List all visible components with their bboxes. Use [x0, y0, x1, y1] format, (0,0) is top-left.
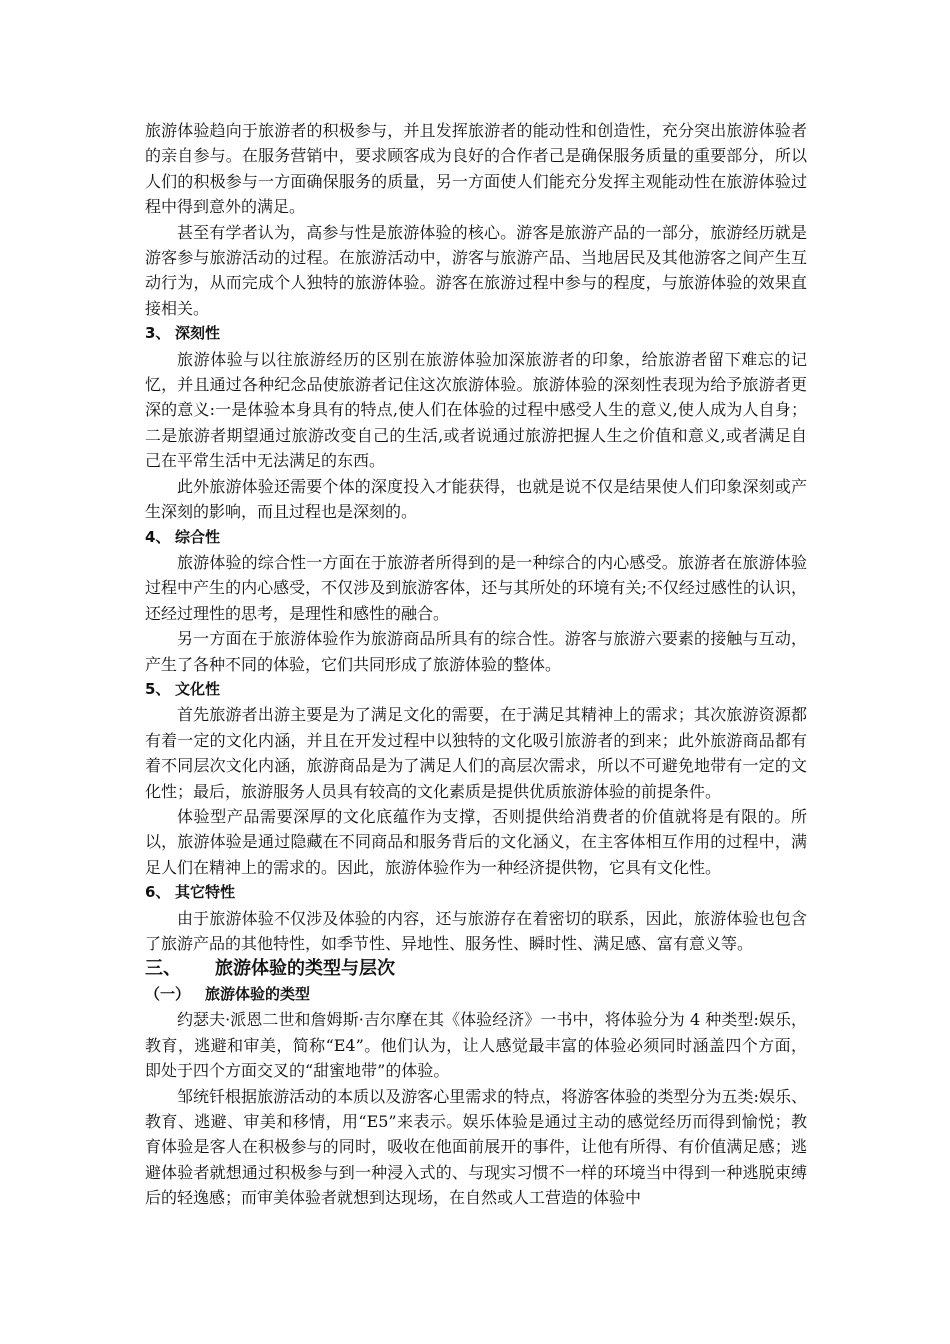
heading-title: 深刻性: [175, 324, 221, 343]
heading-number: 3、: [145, 324, 171, 343]
paragraph-participation-core: 甚至有学者认为，高参与性是旅游体验的核心。游客是旅游产品的一部分，旅游经历就是游客参与旅游活动的过程。在旅游活动中，游客与旅游产品、当地居民及其他游客之间产生互动行为，从而完成个人独特的旅游体验。游客在旅游过程中参与的程度，与旅游体验的效果直接相关。: [145, 222, 807, 318]
subsection-number: （一）: [145, 985, 191, 1004]
subsection-heading-types: [145, 982, 807, 1007]
subsection-title: 旅游体验的类型: [205, 985, 311, 1004]
paragraph-comprehensive-2: 另一方面在于旅游体验作为旅游商品所具有的综合性。游客与旅游六要素的接触与互动，产生了各种不同的体验，它们共同形成了旅游体验的整体。: [145, 629, 807, 674]
paragraph-e4: 约瑟夫·派恩二世和詹姆斯·吉尔摩在其《体验经济》一书中，将体验分为 4 种类型:娱乐，教育，逃避和审美，简称“E4”。他们认为，让人感觉最丰富的体验必须同时涵盖四个方面，即处于四个方面交叉的“甜蜜地带”的体验。: [145, 1010, 807, 1081]
heading-number: 6、: [145, 883, 171, 902]
paragraph-comprehensive-1: 旅游体验的综合性一方面在于旅游者所得到的是一种综合的内心感受。旅游者在旅游体验过程中产生的内心感受，不仅涉及到旅游客体，还与其所处的环境有关;不仅经过感性的认识，还经过理性的思考，是理性和感性的融合。: [145, 552, 807, 623]
section-heading-types-levels: [145, 956, 807, 982]
paragraph-culture-2: 体验型产品需要深厚的文化底蕴作为支撑，否则提供给消费者的价值就将是有限的。所以，旅游体验是通过隐藏在不同商品和服务背后的文化涵义，在主客体相互作用的过程中，满足人们在精神上的需求的。因此，旅游体验作为一种经济提供物，它具有文化性。: [145, 806, 807, 877]
heading-title: 综合性: [175, 527, 221, 546]
heading-title: 其它特性: [175, 883, 236, 902]
heading-number: 4、: [145, 527, 171, 546]
heading-culture: [145, 677, 807, 702]
heading-depth: [145, 321, 807, 346]
paragraph-other-traits: 由于旅游体验不仅涉及体验的内容，还与旅游存在着密切的联系，因此，旅游体验也包含了旅游产品的其他特性，如季节性、异地性、服务性、瞬时性、满足感、富有意义等。: [145, 908, 807, 953]
paragraph-culture-1: 首先旅游者出游主要是为了满足文化的需要，在于满足其精神上的需求；其次旅游资源都有着一定的文化内涵，并且在开发过程中以独特的文化吸引旅游者的到来；此外旅游商品都有着不同层次文化内涵，旅游商品是为了满足人们的高层次需求，所以不可避免地带有一定的文化性；最后，旅游服务人员具有较高的文化素质是提供优质旅游体验的前提条件。: [145, 705, 807, 801]
heading-comprehensive: [145, 525, 807, 550]
heading-other-traits: [145, 880, 807, 905]
heading-title: 文化性: [175, 679, 221, 698]
paragraph-depth-1: 旅游体验与以往旅游经历的区别在旅游体验加深旅游者的印象，给旅游者留下难忘的记忆，并且通过各种纪念品使旅游者记住这次旅游体验。旅游体验的深刻性表现为给予旅游者更深的意义:一是体验本身具有的特点,使人们在体验的过程中感受人生的意义,使人成为人自身；二是旅游者期望通过旅游改变自己的生活,或者说通过旅游把握人生之价值和意义,或者满足自己在平常生活中无法满足的东西。: [145, 349, 807, 471]
heading-number: 5、: [145, 679, 171, 698]
paragraph-participation: 旅游体验趋向于旅游者的积极参与，并且发挥旅游者的能动性和创造性，充分突出旅游体验者的亲自参与。在服务营销中，要求顾客成为良好的合作者己是确保服务质量的重要部分，所以人们的积极参与一方面确保服务的质量，另一方面使人们能充分发挥主观能动性在旅游体验过程中得到意外的满足。: [145, 121, 807, 217]
paragraph-depth-2: 此外旅游体验还需要个体的深度投入才能获得，也就是说不仅是结果使人们印象深刻或产生深刻的影响，而且过程也是深刻的。: [145, 476, 807, 522]
section-title: 旅游体验的类型与层次: [215, 958, 395, 980]
paragraph-e5: 邹统钎根据旅游活动的本质以及游客心里需求的特点，将游客体验的类型分为五类:娱乐、教育、逃避、审美和移情，用“E5”来表示。娱乐体验是通过主动的感觉经历而得到愉悦；教育体验是客人在积极参与的同时，吸收在他面前展开的事件，让他有所得、有价值满足感；逃避体验者就想通过积极参与到一种浸入式的、与现实习惯不一样的环境当中得到一种逃脱束缚后的轻逸感；而审美体验者就想到达现场，在自然或人工营造的体验中: [145, 1086, 807, 1208]
section-number: 三、: [145, 958, 181, 980]
document-page: [145, 118, 807, 1211]
